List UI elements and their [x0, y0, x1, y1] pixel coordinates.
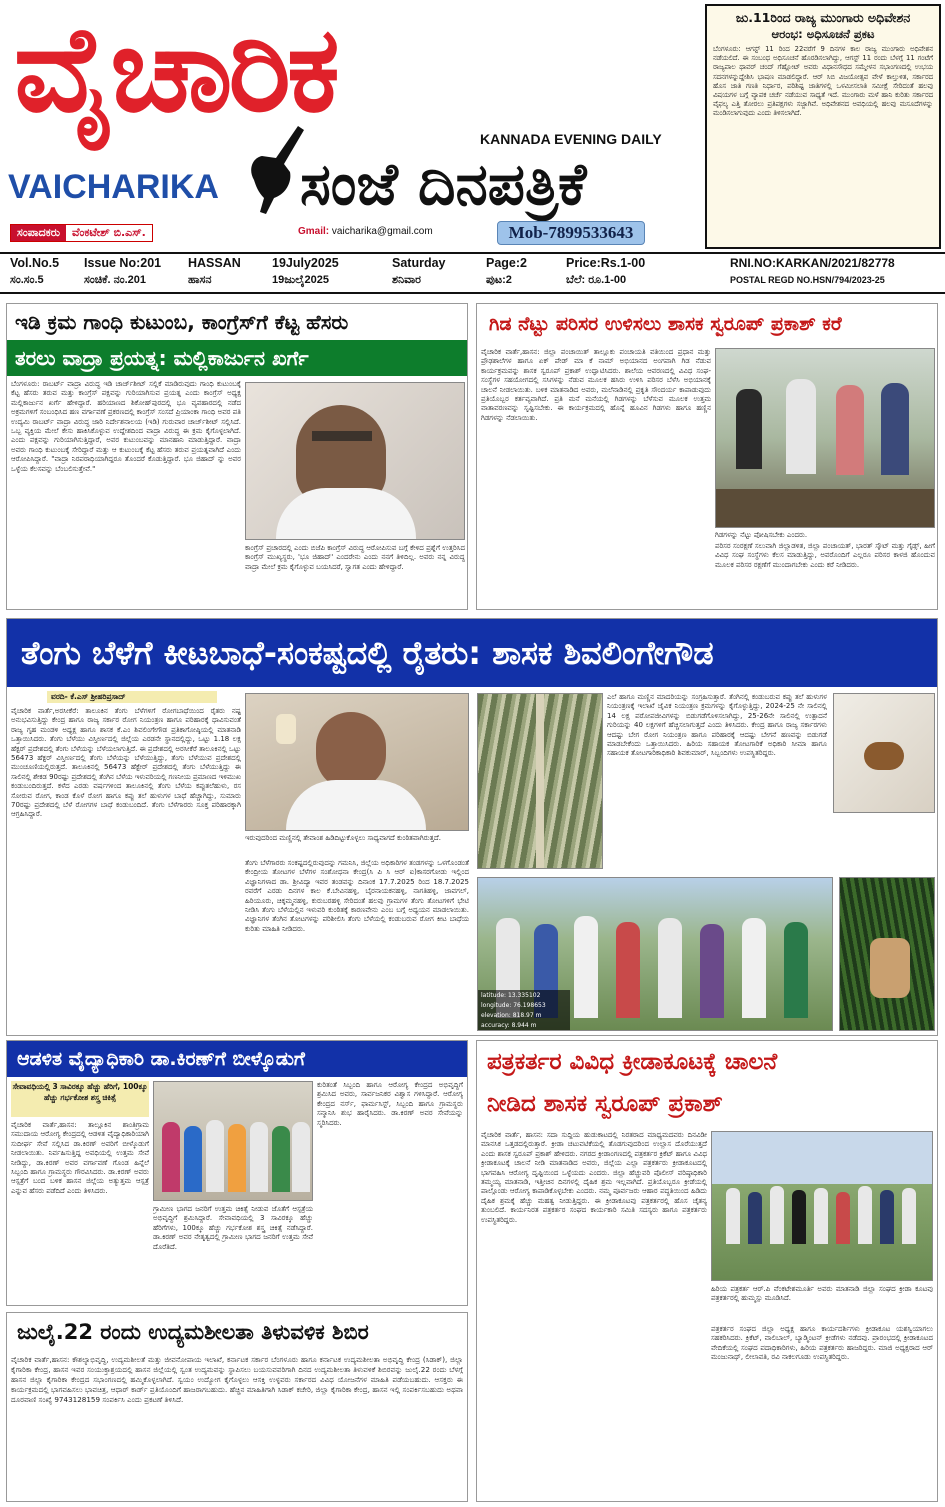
- price-en: Price:Rs.1-00: [566, 256, 646, 270]
- story-coconut-caption: ಇರುವುದರಿಂದ ಮಣ್ಣಿನಲ್ಲಿ ತೇವಾಂಶ ಹಿಡಿದಿಟ್ಟುಕೊಳ್ಳಲು ಸಾಧ್ಯವಾಗದೆ ಕುಂಠಿತವಾಗಿರುತ್ತದೆ.: [245, 834, 441, 842]
- story-kharge-headline-line1: ಇಡಿ ಕ್ರಮ ಗಾಂಧಿ ಕುಟುಂಬ, ಕಾಂಗ್ರೆಸ್‌ಗೆ ಕೆಟ್ಟ ಹೆಸರು: [7, 304, 467, 340]
- story-coconut-body-right: ಎಲೆ ಹಾಗೂ ಮಣ್ಣಿನ ಮಾದರಿಯನ್ನು ಸಂಗ್ರಹಿಸುತ್ತಾರೆ. ತೆಂಗಿನಲ್ಲಿ ಕಂಡುಬರುವ ಕಪ್ಪು ತಲೆ ಹುಳುಗಳ ನಿಯಂತ್ರಣಕ್ಕೆ ಇಲಾಖೆ ಜೈವಿಕ ನಿಯಂತ್ರಣ ಕ್ರಮಗಳನ್ನು ಕೈಗೊಳ್ಳುತ್ತಿದ್ದು, 2024-25 ನೇ ಸಾಲಿನಲ್ಲಿ 14 ಲಕ್ಷ ಪರೋಪಜೀವಿಗಳನ್ನು ಬಿಡುಗಡೆಗೊಳಿಸಲಾಗಿದ್ದು, 25-26ನೇ ಸಾಲಿನಲ್ಲಿ ಉತ್ಪಾದನೆ ಗುರಿಯನ್ನು 40 ಲಕ್ಷಗಳಿಗೆ ಹೆಚ್ಚಿಸಲಾಗುತ್ತದೆ ಎಂದು ತಿಳಿಸಿದರು. ಕೇಂದ್ರ ಹಾಗೂ ರಾಜ್ಯ ಸರ್ಕಾರಗಳು ಆದಷ್ಟು ಬೇಗ ರೋಗ ನಿಯಂತ್ರಣ ಹಾಗೂ ಪರಿಹಾರಕ್ಕೆ ಆದಷ್ಟು ಬೇಗನೆ ಹಣವನ್ನು ಬಿಡುಗಡೆ ಮಾಡಬೇಕೆಂದು ಒತ್ತಾಯಿಸಿದರು. ಹಿರಿಯ ಸಹಾಯಕ ತೋಟಗಾರಿಕೆ ಅಧಿಕಾರಿ ಸೀಮಾ ಹಾಗೂ ಸಹಾಯಕ ತೋಟಗಾರಿಕಾಧಿಕಾರಿ ಶಿವಕುಮಾರ್, ಸಿಬ್ಬಂದಿಗಳು ಉಪಸ್ಥಿತರಿದ್ದರು.: [607, 693, 827, 758]
- story-farewell-body-right: ಕುರಿತಂತೆ ಸಿಬ್ಬಂದಿ ಹಾಗೂ ಆರೋಗ್ಯ ಕೇಂದ್ರದ ಅಭಿವೃದ್ಧಿಗೆ ಶ್ರಮಿಸಿದ ಅವರು, ಸಾರ್ವಜನಿಕರ ವಿಶ್ವಾಸ ಗಳಿಸಿದ್ದಾರೆ. ಆರೋಗ್ಯ ಕೇಂದ್ರದ ನರ್ಸ್, ಫಾರ್ಮಸಿಸ್ಟ್, ಸಿಬ್ಬಂದಿ ಹಾಗೂ ಗ್ರಾಮಸ್ಥರು ಸನ್ಮಾನಿಸಿ ಶುಭ ಹಾರೈಸಿದರು. ಡಾ.ಕಿರಣ್ ಅವರ ಸೇವೆಯನ್ನು ಸ್ಮರಿಸಿದರು.: [317, 1081, 463, 1127]
- story-farewell: [6, 1040, 468, 1306]
- page-en: Page:2: [486, 256, 527, 270]
- farewell-group-photo: [153, 1081, 313, 1201]
- farm-visit-photo: [477, 877, 833, 1031]
- issue-bar: [0, 252, 945, 294]
- rni-number: RNI.NO:KARKAN/2021/82778: [730, 256, 895, 270]
- gps-latitude: latitude: 13.335102: [481, 992, 541, 999]
- masthead-title: ವೈಚಾರಿಕ: [14, 0, 336, 138]
- infested-leaf-photo: [477, 693, 603, 869]
- masthead: [0, 0, 705, 250]
- gps-stamp: [478, 990, 570, 1031]
- kharge-photo: [245, 382, 465, 540]
- story-farewell-headline: ಆಡಳಿತ ವೈದ್ಯಾಧಿಕಾರಿ ಡಾ.ಕಿರಣ್‌ಗೆ ಬೀಳ್ಕೊಡುಗೆ: [7, 1041, 467, 1077]
- damaged-frond-photo: [839, 877, 935, 1031]
- volume-kn: ಸಂ.ಸಂ.5: [10, 274, 44, 286]
- story-tree-caption: ಗಿಡಗಳನ್ನು ನೆಟ್ಟು ಪೋಷಿಸಬೇಕು ಎಂದರು.: [715, 531, 808, 539]
- story-entrepreneurship-headline: ಜುಲೈ.22 ರಂದು ಉದ್ಯಮಶೀಲತಾ ತಿಳುವಳಿಕ ಶಿಬಿರ: [17, 1320, 369, 1344]
- issue-en: Issue No:201: [84, 256, 162, 270]
- story-sports-body: ವೈಚಾರಿಕ ವಾರ್ತೆ, ಹಾಸನ: ಸದಾ ಸುದ್ದಿಯ ಹುಡುಕಾಟದಲ್ಲಿ ನಿರತರಾದ ಮಾಧ್ಯಮದವರು ದಿನವಿಡೀ ಮಾನಸಿಕ ಒತ್ತಡದಲ್ಲಿರುತ್ತಾರೆ. ಕ್ರೀಡಾ ಚಟುವಟಿಕೆಯಲ್ಲಿ ತೊಡಗುವುದರಿಂದ ಉಲ್ಲಾಸ ದೊರೆಯುತ್ತದೆ ಎಂದು ಶಾಸಕ ಸ್ವರೂಪ್ ಪ್ರಕಾಶ್ ಹೇಳಿದರು. ನಗರದ ಕ್ರೀಡಾಂಗಣದಲ್ಲಿ ಪತ್ರಕರ್ತರ ಕ್ರಿಕೆಟ್ ಹಾಗೂ ವಿವಿಧ ಕ್ರೀಡಾಕೂಟಕ್ಕೆ ಚಾಲನೆ ನೀಡಿ ಮಾತನಾಡಿದ ಅವರು, ಜಿಲ್ಲೆಯ ಎಲ್ಲಾ ಪತ್ರಕರ್ತರು ಕ್ರೀಡಾಕೂಟದಲ್ಲಿ ಭಾಗವಹಿಸಿ ಆರೋಗ್ಯ ದೃಷ್ಟಿಯಿಂದ ಒಳ್ಳೆಯದು ಎಂದರು. ಜಿಲ್ಲಾ ಹೆಚ್ಚುವರಿ ಪೊಲೀಸ್ ವರಿಷ್ಠಾಧಿಕಾರಿ ತಮ್ಮಯ್ಯ ಮಾತನಾಡಿ, ಇತ್ತೀಚಿನ ದಿನಗಳಲ್ಲಿ ದೈಹಿಕ ಶ್ರಮ ಇಲ್ಲವಾಗಿದೆ. ಪ್ರತಿಯೊಬ್ಬರೂ ಕ್ರೀಡೆಯಲ್ಲಿ ಪಾಲ್ಗೊಂಡು ಆರೋಗ್ಯ ಕಾಪಾಡಿಕೊಳ್ಳಬೇಕು ಎಂದರು. ನಮ್ಮ ಪೂರ್ವಜರು ಆಹಾರ ಪದ್ಧತಿಯಿಂದ ಹಿಡಿದು ದೈಹಿಕ ಶ್ರಮಕ್ಕೆ ಹೆಚ್ಚು ಮಹತ್ವ ನೀಡುತ್ತಿದ್ದರು. ಈ ಕ್ರೀಡಾಕೂಟವು ಪತ್ರಕರ್ತರಲ್ಲಿ ಹೊಸ ಚೈತನ್ಯ ತುಂಬಲಿದೆ. ಕಾರ್ಯನಿರತ ಪತ್ರಕರ್ತರ ಸಂಘದ ಕಾರ್ಯಕಾರಿ ಸಮಿತಿ ಸದಸ್ಯರು ಹಾಗೂ ಪತ್ರಕರ್ತರು ಉಪಸ್ಥಿತರಿದ್ದರು.: [481, 1131, 707, 1224]
- story-kharge-caption: ಕಾಂಗ್ರೆಸ್ ಪ್ರಚಾರದಲ್ಲಿ ಎಂದು ಬಿಜೆಪಿ ಕಾಂಗ್ರೆಸ್ ವಿರುದ್ಧ ಆರೋಪಿಸುವ ಬಗ್ಗೆ ಕೇಳಿದ ಪ್ರಶ್ನೆಗೆ ಉತ್ತರಿಸಿದ ಕಾಂಗ್ರೆಸ್ ಮುಖ್ಯಸ್ಥರು, 'ಭೂ ಜಿಹಾದ್' ಎಂದರೇನು ಎಂದು ನನಗೆ ತಿಳಿದಿಲ್ಲ. ಅವರು ನನ್ನ ವಿರುದ್ಧ ವಾದ್ರಾ ಮೇಲೆ ಕ್ರಮ ಕೈಗೊಳ್ಳುವ ಬಯಸಿದರೆ, ಸ್ವಾಗತ ಎಂದು ಹೇಳಿದ್ದಾರೆ.: [245, 544, 465, 571]
- gps-accuracy: accuracy: 8.944 m: [481, 1022, 537, 1029]
- pen-hand-icon: [246, 120, 306, 215]
- editor-badge: [10, 224, 153, 242]
- story-farewell-body-mid: ಗ್ರಾಮೀಣ ಭಾಗದ ಜನರಿಗೆ ಉತ್ತಮ ಚಿಕಿತ್ಸೆ ನೀಡುವ ಜೊತೆಗೆ ಆಸ್ಪತ್ರೆಯ ಅಭಿವೃದ್ಧಿಗೆ ಶ್ರಮಿಸಿದ್ದಾರೆ. ಸೇವಾವಧಿಯಲ್ಲಿ 3 ಸಾವಿರಕ್ಕೂ ಹೆಚ್ಚು ಹೆರಿಗೆಗಳು, 100ಕ್ಕೂ ಹೆಚ್ಚು ಗರ್ಭಕೋಶ ಶಸ್ತ್ರ ಚಿಕಿತ್ಸೆ ನಡೆಸಿದ್ದಾರೆ. ಡಾ.ಕಿರಣ್ ಅವರ ನೇತೃತ್ವದಲ್ಲಿ ಗ್ರಾಮೀಣ ಭಾಗದ ಜನರಿಗೆ ಉತ್ತಮ ಸೇವೆ ದೊರೆತಿದೆ.: [153, 1205, 313, 1251]
- masthead-title-english: VAICHARIKA: [8, 168, 219, 206]
- story-farewell-body: ವೈಚಾರಿಕ ವಾರ್ತೆ,ಹಾಸನ: ತಾಲ್ಲೂಕಿನ ಶಾಂತಿಗ್ರಾಮ ಸಮುದಾಯ ಆರೋಗ್ಯ ಕೇಂದ್ರದಲ್ಲಿ ಆಡಳಿತ ವೈದ್ಯಾಧಿಕಾರಿಯಾಗಿ ಸುದೀರ್ಘ ಸೇವೆ ಸಲ್ಲಿಸಿದ ಡಾ.ಕಿರಣ್ ಅವರಿಗೆ ಬೀಳ್ಕೊಡುಗೆ ನೀಡಲಾಯಿತು. ನಿರ್ವಹಿಸುತ್ತಿದ್ದ ಅವಧಿಯಲ್ಲಿ ಉತ್ತಮ ಸೇವೆ ನೀಡಿದ್ದು, ಡಾ.ಕಿರಣ್ ಅವರ ವರ್ಗಾವಣೆ ಗೊಂಡ ಹಿನ್ನೆಲೆ ಸಿಬ್ಬಂದಿ ಹಾಗೂ ಗ್ರಾಮಸ್ಥರು ಗೌರವಿಸಿದರು. ಡಾ.ಕಿರಣ್ ಅವರು ಆಸ್ಪತ್ರೆಗೆ ಬಂದ ಬಳಿಕ ಹಾಸನ ಜಿಲ್ಲೆಯ ಅತ್ಯುತ್ತಮ ಆಸ್ಪತ್ರೆ ಎನ್ನುವ ಹೆಸರು ಪಡೆದಿದೆ ಎಂದು ತಿಳಿಸಿದರು.: [11, 1121, 149, 1195]
- gmail-line: [298, 226, 433, 237]
- side-news-subhead: ಆರಂಭ: ಅಧಿಸೂಚನೆ ಪ್ರಕಟ: [771, 27, 875, 41]
- side-news-body: ಬೆಂಗಳೂರು: ಆಗಸ್ಟ್ 11 ರಿಂದ 22ವರೆಗೆ 9 ದಿನಗಳ ಕಾಲ ರಾಜ್ಯ ಮುಂಗಾರು ಅಧಿವೇಶನ ನಡೆಯಲಿದೆ. ಈ ಸಂಬಂಧ ಅಧಿಸೂಚನೆ ಹೊರಡಿಸಲಾಗಿದ್ದು, ಆಗಸ್ಟ್ 11 ರಂದು ಬೆಳಗ್ಗೆ 11 ಗಂಟೆಗೆ ರಾಜ್ಯಪಾಲ ಥಾವರ್ ಚಂದ್ ಗೆಹ್ಲೋಟ್ ಅವರು ವಿಧಾನಸೌಧದ ಸಮ್ಮೇಳನ ಸಭಾಂಗಣದಲ್ಲಿ ಉಭಯ ಸದನಗಳನ್ನುದ್ದೇಶಿಸಿ ಭಾಷಣ ಮಾಡಲಿದ್ದಾರೆ. ಆರ್ ಸಿಬಿ ವಿಜಯೋತ್ಸವ ವೇಳೆ ಕಾಲ್ತುಳಿತ, ಸರ್ಕಾರದ ಹೊಸ ಜಾತಿ ಗಣತಿ ನಿರ್ಧಾರ, ಪರಿಶಿಷ್ಟ ಜಾತಿಗಳಲ್ಲಿ ಒಳಮೀಸಲಾತಿ ಸಮೀಕ್ಷೆ ಸೇರಿದಂತೆ ಹಲವು ವಿಷಯಗಳ ಬಗ್ಗೆ ವ್ಯಾಪಕ ಚರ್ಚೆ ನಡೆಯುವ ಸಾಧ್ಯತೆ ಇದೆ. ಮುಂಗಾರು ಮಳೆ ಹಾನಿ ಕುರಿತು ಸರ್ಕಾರದ ವೈಫಲ್ಯ ಎತ್ತಿ ತೋರಲು ಪ್ರತಿಪಕ್ಷಗಳು ಸಜ್ಜಾಗಿವೆ. ಅಧಿವೇಶನದ ಅವಧಿಯಲ್ಲಿ ಹಲವು ಮಸೂದೆಗಳನ್ನು ಮಂಡಿಸಲಾಗುವುದು ಎಂದು ತಿಳಿಸಲಾಗಿದೆ.: [713, 45, 933, 118]
- story-sports-headline-line2: ನೀಡಿದ ಶಾಸಕ ಸ್ವರೂಪ್ ಪ್ರಕಾಶ್: [487, 1091, 723, 1117]
- city-kn: ಹಾಸನ: [188, 274, 212, 286]
- story-tree-headline: ಗಿಡ ನೆಟ್ಟು ಪರಿಸರ ಉಳಿಸಲು ಶಾಸಕ ಸ್ವರೂಪ್ ಪ್ರಕಾಶ್ ಕರೆ: [477, 304, 937, 344]
- story-coconut: [6, 618, 938, 1036]
- story-sports-body-right: ಪತ್ರಕರ್ತರ ಸಂಘದ ಜಿಲ್ಲಾ ಅಧ್ಯಕ್ಷ ಹಾಗೂ ಕಾರ್ಯದರ್ಶಿಗಳು ಕ್ರೀಡಾಕೂಟ ಯಶಸ್ವಿಯಾಗಲು ಸಹಕರಿಸಿದರು. ಕ್ರಿಕೆಟ್, ವಾಲಿಬಾಲ್, ಬ್ಯಾಡ್ಮಿಂಟನ್ ಕ್ರೀಡೆಗಳು ನಡೆದವು. ಪ್ರಾರಂಭದಲ್ಲಿ ಕ್ರೀಡಾಕೂಟದ ವೇದಿಕೆಯಲ್ಲಿ ಸಂಘದ ಪದಾಧಿಕಾರಿಗಳು, ಹಿರಿಯ ಪತ್ರಕರ್ತರು ಹಾಜರಿದ್ದರು. ಮಾಜಿ ಅಧ್ಯಕ್ಷರಾದ ಆರ್ ಮಂಜುನಾಥ್, ಲೀಲಾವತಿ, ರವಿ ನಾಕಲಗೂಡು ಉಪಸ್ಥಿತರಿದ್ದರು.: [711, 1325, 933, 1362]
- story-journalist-sports: [476, 1040, 938, 1502]
- city-en: HASSAN: [188, 256, 241, 270]
- day-en: Saturday: [392, 256, 446, 270]
- story-tree-planting: [476, 303, 938, 610]
- editor-name: ವೆಂಕಟೇಶ್ ಬಿ.ಎಸ್.: [66, 225, 152, 241]
- mobile-badge: Mob-7899533643: [497, 221, 645, 245]
- date-en: 19July2025: [272, 256, 339, 270]
- pest-closeup-photo: [833, 693, 935, 813]
- volume-en: Vol.No.5: [10, 256, 60, 270]
- editor-label: ಸಂಪಾದಕರು: [11, 225, 66, 241]
- story-coconut-byline: ವರದಿ- ಕೆ.ಎಸ್ ಶ್ರೀಹರಿಪ್ರಸಾದ್: [47, 691, 217, 703]
- story-kharge-body: ಬೆಂಗಳೂರು: ರಾಬರ್ಟ್ ವಾದ್ರಾ ವಿರುದ್ಧ ಇಡಿ ಚಾರ್ಜ್‌ಶೀಟ್ ಸಲ್ಲಿಕೆ ಮಾಡಿರುವುದು ಗಾಂಧಿ ಕುಟುಂಬಕ್ಕೆ ಕೆಟ್ಟ ಹೆಸರು ತರುವ ಮತ್ತು ಕಾಂಗ್ರೆಸ್ ಪಕ್ಷವನ್ನು ಗುರಿಯಾಗಿಸುವ ಪ್ರಯತ್ನ ಎಂದು ಕಾಂಗ್ರೆಸ್ ಅಧ್ಯಕ್ಷ ಮಲ್ಲಿಕಾರ್ಜುನ ಖರ್ಗೆ ಹೇಳಿದ್ದಾರೆ. ಹರಿಯಾಣದ ಶಿಕೋಹ್‌ಪುರದಲ್ಲಿ ಭೂ ವ್ಯವಹಾರದಲ್ಲಿ ನಡೆದ ಅಕ್ರಮಗಳಿಗೆ ಸಂಬಂಧಿಸಿದ ಹಣ ವರ್ಗಾವಣೆ ಪ್ರಕರಣದಲ್ಲಿ ಕಾಂಗ್ರೆಸ್ ಸಂಸದೆ ಪ್ರಿಯಾಂಕಾ ಗಾಂಧಿ ಅವರ ಪತಿ ಉದ್ಯಮಿ ರಾಬರ್ಟ್ ವಾದ್ರಾ ವಿರುದ್ಧ ಜಾರಿ ನಿರ್ದೇಶನಾಲಯ (ಇಡಿ) ಗುರುವಾರ ಚಾರ್ಜ್‌ಶೀಟ್ ಸಲ್ಲಿಸಿದೆ. ಒಬ್ಬ ವ್ಯಕ್ತಿಯ ಮೇಲೆ ಕೇಸು ಹಾಕಿಸಿಕೊಳ್ಳುವ ಉದ್ದೇಶದಿಂದ ವಾದ್ರಾ ವಿರುದ್ಧ ಈ ಕ್ರಮ ಕೈಗೊಳ್ಳಲಾಗಿದೆ. ಎಂದು ಪಕ್ಷವನ್ನು ಗುರಿಯಾಗಿಸುತ್ತಿದ್ದಾರೆ, ಅವರ ಕುಟುಂಬವನ್ನು ಮಾನಹಾನಿ ಮಾಡುತ್ತಿದ್ದಾರೆ. ವಾದ್ರಾ ಅವರು ಗಾಂಧಿ ಕುಟುಂಬಕ್ಕೆ ಸೇರಿದ್ದಾರೆ ಮತ್ತು ಆ ಕುಟುಂಬಕ್ಕೆ ಕೆಟ್ಟ ಹೆಸರು ತರುವ ಪ್ರಯತ್ನವಾಗಿದೆ ಎಂದು ಆರೋಪಿಸಿದ್ದಾರೆ. "ವಾದ್ರಾ ನಿರಪರಾಧಿಯಾಗಿದ್ದರೂ ತೊಂದರೆ ಕೊಡುತ್ತಿದ್ದಾರೆ. ಭೂ ಜಿಹಾದ್ ನ್ನು ಅವರ ಒಳ್ಳೆಯ ಕೆಲಸವನ್ನು ಬೆಂಬಲಿಸುತ್ತೇವೆ.": [11, 380, 241, 473]
- mla-press-photo: [245, 693, 469, 831]
- story-entrepreneurship-body: ವೈಚಾರಿಕ ವಾರ್ತೆ,ಹಾಸನ: ಕೌಶಲ್ಯಾಭಿವೃದ್ಧಿ, ಉದ್ಯಮಶೀಲತೆ ಮತ್ತು ಜೀವನೋಪಾಯ ಇಲಾಖೆ, ಕರ್ನಾಟಕ ಸರ್ಕಾರ ಬೆಂಗಳೂರು ಹಾಗೂ ಕರ್ನಾಟಕ ಉದ್ಯಮಶೀಲತಾ ಅಭಿವೃದ್ಧಿ ಕೇಂದ್ರ (ಸಿಡಾಕ್), ಜಿಲ್ಲಾ ಕೈಗಾರಿಕಾ ಕೇಂದ್ರ, ಹಾಸನ ಇವರ ಸಂಯುಕ್ತಾಶ್ರಯದಲ್ಲಿ ಹಾಸನ ಜಿಲ್ಲೆಯಲ್ಲಿ ಸ್ವಂತ ಉದ್ಯಮವನ್ನು ಸ್ಥಾಪಿಸಲು ಬಯಸುವವರಿಗಾಗಿ ದಿನದ ಉದ್ಯಮಶೀಲತಾ ತಿಳುವಳಿಕೆ ಶಿಬಿರವನ್ನು ಜುಲೈ.22 ರಂದು ಬೆಳಗ್ಗೆ ಹಾಸನ ಜಿಲ್ಲಾ ಕೈಗಾರಿಕಾ ಕೇಂದ್ರದ ಸಭಾಂಗಣದಲ್ಲಿ ಹಮ್ಮಿಕೊಳ್ಳಲಾಗಿದೆ. ಸ್ವಯಂ ಉದ್ಯೋಗ ಕೈಗೊಳ್ಳಲು ಆಸಕ್ತಿ ಉಳ್ಳವರು ಸರ್ಕಾರದ ವಿವಿಧ ಯೋಜನೆಗಳ ಮಾಹಿತಿ ಪಡೆಯಬಹುದು. ಆಸಕ್ತರು ಈ ಕಾರ್ಯಕ್ರಮದಲ್ಲಿ ಭಾಗವಹಿಸಲು ಭಾವಚಿತ್ರ, ಆಧಾರ್ ಕಾರ್ಡ್ ಪ್ರತಿಯೊಂದಿಗೆ ಹಾಜರಾಗಬಹುದು. ಹೆಚ್ಚಿನ ಮಾಹಿತಿಗಾಗಿ ಸಿಡಾಕ್ ಕಚೇರಿ, ಜಿಲ್ಲಾ ಕೈಗಾರಿಕಾ ಕೇಂದ್ರ, ಹಾಸನ ಇಲ್ಲಿ ಸಂಪರ್ಕಿಸಬಹುದು ಅಥವಾ ದೂರವಾಣಿ ಸಂಖ್ಯೆ 9743128159 ಸಂಪರ್ಕಿಸಿ ಎಂದು ಪ್ರಕಟಣೆ ತಿಳಿಸಿದೆ.: [11, 1355, 463, 1404]
- date-kn: 19ಜುಲೈ2025: [272, 274, 330, 286]
- story-coconut-headline: ತೆಂಗು ಬೆಳೆಗೆ ಕೀಟಬಾಧೆ-ಸಂಕಷ್ಟದಲ್ಲಿ ರೈತರು: ಶಾಸಕ ಶಿವಲಿಂಗೇಗೌಡ: [7, 619, 937, 687]
- masthead-tagline: KANNADA EVENING DAILY: [480, 131, 662, 147]
- story-tree-body-right: ಪರಿಸರ ಸಂರಕ್ಷಣೆ ಸಲುವಾಗಿ ಜಿಲ್ಲಾಡಳಿತ, ಜಿಲ್ಲಾ ಪಂಚಾಯತ್, ಭಾರತ್ ಸ್ಕೌಟ್ ಮತ್ತು ಗೈಡ್ಸ್, ಹೀಗೆ ವಿವಿಧ ಸಂಘ ಸಂಸ್ಥೆಗಳು ಕೆಲಸ ಮಾಡುತ್ತಿದ್ದು, ಅವರೊಂದಿಗೆ ಎಲ್ಲರೂ ಪರಿಸರ ಕಾಳಜಿ ಹೊಂದುವ ಮೂಲಕ ಪರಿಸರ ರಕ್ಷಣೆಗೆ ಮುಂದಾಗಬೇಕು ಎಂದು ಕರೆ ನೀಡಿದರು.: [715, 542, 935, 569]
- story-coconut-body-mid: ತೆಂಗು ಬೆಳೆಗಾರರು ಸಂಕಷ್ಟದಲ್ಲಿರುವುದನ್ನು ಗಮನಿಸಿ, ಜಿಲ್ಲೆಯ ಅಧಿಕಾರಿಗಳ ತಂಡಗಳನ್ನು ಒಳಗೊಂಡಂತೆ ಕೇಂದ್ರೀಯ ತೋಟಗಳ ಬೆಳೆಗಳ ಸಂಶೋಧನಾ ಕೇಂದ್ರ(ಸಿ ಪಿ ಸಿ ಆರ್ ಐ)ಕಾಸರಗೋಡು ಇಲ್ಲಿಂದ ವಿಜ್ಞಾನಿಗಳಾದ ಡಾ. ಶ್ರೀವಿದ್ಯಾ ಇವರ ತಂಡವನ್ನು ದಿನಾಂಕ 17.7.2025 ರಿಂದ 18.7.2025 ರವರೆಗೆ ಎರಡು ದಿನಗಳ ಕಾಲ ಕೆ.ಬೇವಿನಹಳ್ಳಿ, ಬೈರನಾಯಕನಹಳ್ಳಿ, ನಾಗತಿಹಳ್ಳಿ, ಜಾವಗಲ್, ಹಿರಿಯೂರು, ಚಿಕ್ಕಮ್ಮನಹಳ್ಳಿ, ಕುರುಬರಹಳ್ಳಿ ಸೇರಿದಂತೆ ಹಲವು ಗ್ರಾಮಗಳ ತೆಂಗು ತೋಟಗಳಿಗೆ ಭೇಟಿ ನೀಡಿಸಿ ತೆಂಗು ಬೆಳೆಯಲ್ಲಿನ ಇಳುವರಿ ಕುಂಠಿತಕ್ಕೆ ಕಾರಣವೇನು ಎಂಬ ಬಗ್ಗೆ ಅಧ್ಯಯನ ಮಾಡಲಾಯಿತು. ವಿಜ್ಞಾನಿಗಳ ತೆಂಗಿನ ತೋಟಗಳನ್ನು ಪರಿಶೀಲಿಸಿ ತೆಂಗು ಬೆಳೆಯಲ್ಲಿ ಕಂಡುಬರುವ ರೋಗ ಕೀಟ ಬಾಧೆಯ ಕುರಿತು ಮಾಹಿತಿ ನೀಡಿದರು.: [245, 859, 469, 933]
- story-kharge: [6, 303, 468, 610]
- page-kn: ಪುಟ:2: [486, 274, 512, 286]
- story-kharge-headline-line2: ತರಲು ವಾದ್ರಾ ಪ್ರಯತ್ನ: ಮಲ್ಲಿಕಾರ್ಜುನ ಖರ್ಗೆ: [7, 340, 467, 376]
- gps-elevation: elevation: 818.97 m: [481, 1012, 542, 1019]
- tree-planting-photo: [715, 348, 935, 528]
- story-coconut-body: ವೈಚಾರಿಕ ವಾರ್ತೆ,ಅರಸೀಕೆರೆ: ತಾಲೂಕಿನ ತೆಂಗು ಬೆಳೆಗಳಿಗೆ ರೋಗಬಾಧೆಯಿಂದ ರೈತರು ನಷ್ಟ ಅನುಭವಿಸುತ್ತಿದ್ದು ಕೇಂದ್ರ ಹಾಗೂ ರಾಜ್ಯ ಸರ್ಕಾರ ರೋಗ ನಿಯಂತ್ರಣ ಹಾಗೂ ಪರಿಹಾರಕ್ಕೆ ಧಾವಿಸುವಂತೆ ರಾಜ್ಯ ಗೃಹ ಮಂಡಳಿ ಅಧ್ಯಕ್ಷ ಹಾಗೂ ಶಾಸಕ ಕೆ.ಎಂ ಶಿವಲಿಂಗೇಗೌಡ ಪ್ರತಿಕಾಗೋಷ್ಠಿಯಲ್ಲಿ ಮಾತನಾಡಿ ಒತ್ತಾಯಿಸಿದರು. ತೆಂಗು ಬೆಳೆಯು ವಿಸ್ತೀರ್ಣದಲ್ಲಿ ಜಿಲ್ಲೆಯ ಎರಡನೇ ಸ್ಥಾನದಲ್ಲಿದ್ದು, ಒಟ್ಟು 1.18 ಲಕ್ಷ ಹೆಕ್ಟರ್ ಪ್ರದೇಶದಲ್ಲಿ ತೆಂಗು ಬೆಳೆಯನ್ನು ಬೆಳೆಯಲಾಗುತ್ತಿದೆ. ಈ ಪ್ರದೇಶದಲ್ಲಿ ಅರಸೀಕೆರೆ ತಾಲೂಕಿನಲ್ಲಿ ಒಟ್ಟು 56473 ಹೆಕ್ಟರ್ ವಿಸ್ತೀರ್ಣದಲ್ಲಿ ತೆಂಗು ಬೆಳೆಯನ್ನು ಬೆಳೆಯುತ್ತಿದ್ದು, ತೆಂಗು ಬೆಳೆಯುವ ಪ್ರದೇಶದಲ್ಲಿ ಮುಂಚೂಣಿಯಲ್ಲಿರುತ್ತದೆ. ತಾಲೂಕಿನಲ್ಲಿ 56473 ಹೆಕ್ಟೇರ್ ಪ್ರದೇಶದಲ್ಲಿ ತೆಂಗು ಬೆಳೆಯುತ್ತಿದ್ದು ಈ ಸಾಲಿನಲ್ಲಿ ಶೇಕಡ 90ರಷ್ಟು ಪ್ರದೇಶದಲ್ಲಿ ತೆಂಗಿನ ಬೆಳೆಯ ಇಳುವರಿಯಲ್ಲಿ ಗಣನೀಯ ಪ್ರಮಾಣದ ಇಳಿಮುಖ ಕಂಡುಬಂದಿರುತ್ತದೆ. ಕಳೆದ ಎರಡು ವರ್ಷಗಳಿಂದ ತಾಲೂಕಿನಲ್ಲಿ ತೆಂಗು ಬೆಳೆಯ ಕಪ್ಪುತಲೆಹುಳು, ರಸ ಸೋರುವ ರೋಗ, ಕಾಂಡ ಕೊಳೆ ರೋಗ ಹಾಗೂ ಕಪ್ಪು ತಲೆ ಹುಳುಗಳ ಬಾಧೆ ಹೆಚ್ಚಾಗಿದ್ದು, ಸುಮಾರು 70ರಷ್ಟು ಪ್ರದೇಶದಲ್ಲಿ ಬೆಳೆ ರೋಗಗಳ ಬಾಧೆ ಕಂಡುಬಂದಿದೆ. ತೆಂಗು ಬೆಳೆಗಾರರು ಸೂಕ್ತ ಪರಿಹಾರಕ್ಕಾಗಿ ಆಗ್ರಹಿಸಿದ್ದಾರೆ.: [11, 707, 241, 819]
- postal-number: POSTAL REGD NO.HSN/794/2023-25: [730, 275, 885, 285]
- story-tree-body: ವೈಚಾರಿಕ ವಾರ್ತೆ,ಹಾಸನ: ಜಿಲ್ಲಾ ಪಂಚಾಯಿತ್ ತಾಲ್ಲೂಕು ಪಂಚಾಯತಿ ವತಿಯಿಂದ ಪ್ರಧಾನ ಮತ್ತು ಪ್ರೌಢಶಾಲೆಗಳ ಹಾಗೂ ಏಕ್ ಪೇಡ್ ಮಾ ಕೆ ನಾಮ್ ಅಭಿಯಾನದ ಅಂಗವಾಗಿ ಗಿಡ ನೆಡುವ ಕಾರ್ಯಕ್ರಮವನ್ನು ಶಾಸಕ ಸ್ವರೂಪ್ ಪ್ರಕಾಶ್ ಉದ್ಘಾಟಿಸಿದರು. ಶಾಲೆಯ ಆವರಣದಲ್ಲಿ ವಿವಿಧ ಸಂಘ-ಸಂಸ್ಥೆಗಳ ಸಹಯೋಗದಲ್ಲಿ ಸಸಿಗಳನ್ನು ನೆಡುವ ಮೂಲಕ ಹಸಿರು ಉಳಿಸಿ ಪರಿಸರ ಬೆಳೆಸಿ ಅಭಿಯಾನಕ್ಕೆ ಚಾಲನೆ ನೀಡಲಾಯಿತು. ಬಳಿಕ ಮಾತನಾಡಿದ ಅವರು, ಮಲೆನಾಡಿನಲ್ಲಿ ಪ್ರಕೃತಿ ಸೌಂದರ್ಯ ಕಾಪಾಡುವುದು ಪ್ರತಿಯೊಬ್ಬರ ಕರ್ತವ್ಯವಾಗಿದೆ. ಪ್ರತಿ ಮನೆ ಮನೆಯಲ್ಲಿ ಗಿಡಗಳನ್ನು ಬೆಳೆಸುವ ಮೂಲಕ ಉತ್ತಮ ವಾತಾವರಣವನ್ನು ಸೃಷ್ಟಿಸಬೇಕು. ಈ ಕಾರ್ಯಕ್ರಮದಲ್ಲಿ ಹೊನ್ನೆ ಹೂವಿನ ಗಿಡಗಳು ಹಾಗೂ ಹಣ್ಣಿನ ಗಿಡಗಳನ್ನು ನೆಡಲಾಯಿತು.: [481, 348, 711, 422]
- masthead-subtitle: ಸಂಜೆ ದಿನಪತ್ರಿಕೆ: [300, 150, 587, 218]
- side-news-box: [705, 4, 941, 249]
- story-sports-headline-line1: ಪತ್ರಕರ್ತರ ವಿವಿಧ ಕ್ರೀಡಾಕೂಟಕ್ಕೆ ಚಾಲನೆ: [487, 1049, 778, 1075]
- gps-longitude: longitude: 76.198653: [481, 1002, 546, 1009]
- gmail-label: Gmail:: [298, 226, 330, 237]
- story-entrepreneurship: [6, 1312, 468, 1502]
- story-farewell-kicker: ಸೇವಾವಧಿಯಲ್ಲಿ 3 ಸಾವಿರಕ್ಕೂ ಹೆಚ್ಚು ಹೆರಿಗೆ, 100ಕ್ಕೂ ಹೆಚ್ಚು ಗರ್ಭಕೋಶ ಶಸ್ತ್ರ ಚಿಕಿತ್ಸೆ: [11, 1081, 149, 1117]
- gmail-address[interactable]: vaicharika@gmail.com: [331, 226, 433, 237]
- story-sports-caption: ಹಿರಿಯ ಪತ್ರಕರ್ತ ಆರ್.ಪಿ ವೆಂಕಟೇಶಮೂರ್ತಿ ಅವರು ಮಾತನಾಡಿ ಜಿಲ್ಲಾ ಸಂಘದ ಕ್ರೀಡಾ ಕೂಟವು ಪತ್ರಕರ್ತರಲ್ಲಿ ಹುಮ್ಮಸ್ಸು ಮೂಡಿಸಿದೆ.: [711, 1285, 933, 1303]
- side-news-headline: ಜು.11ರಿಂದ ರಾಜ್ಯ ಮುಂಗಾರು ಅಧಿವೇಶನ: [735, 10, 911, 25]
- issue-kn: ಸಂಚಿಕೆ. ನಂ.201: [84, 274, 147, 286]
- day-kn: ಶನಿವಾರ: [392, 274, 421, 286]
- price-kn: ಬೆಲೆ: ರೂ.1-00: [566, 274, 627, 286]
- sports-event-photo: [711, 1131, 933, 1281]
